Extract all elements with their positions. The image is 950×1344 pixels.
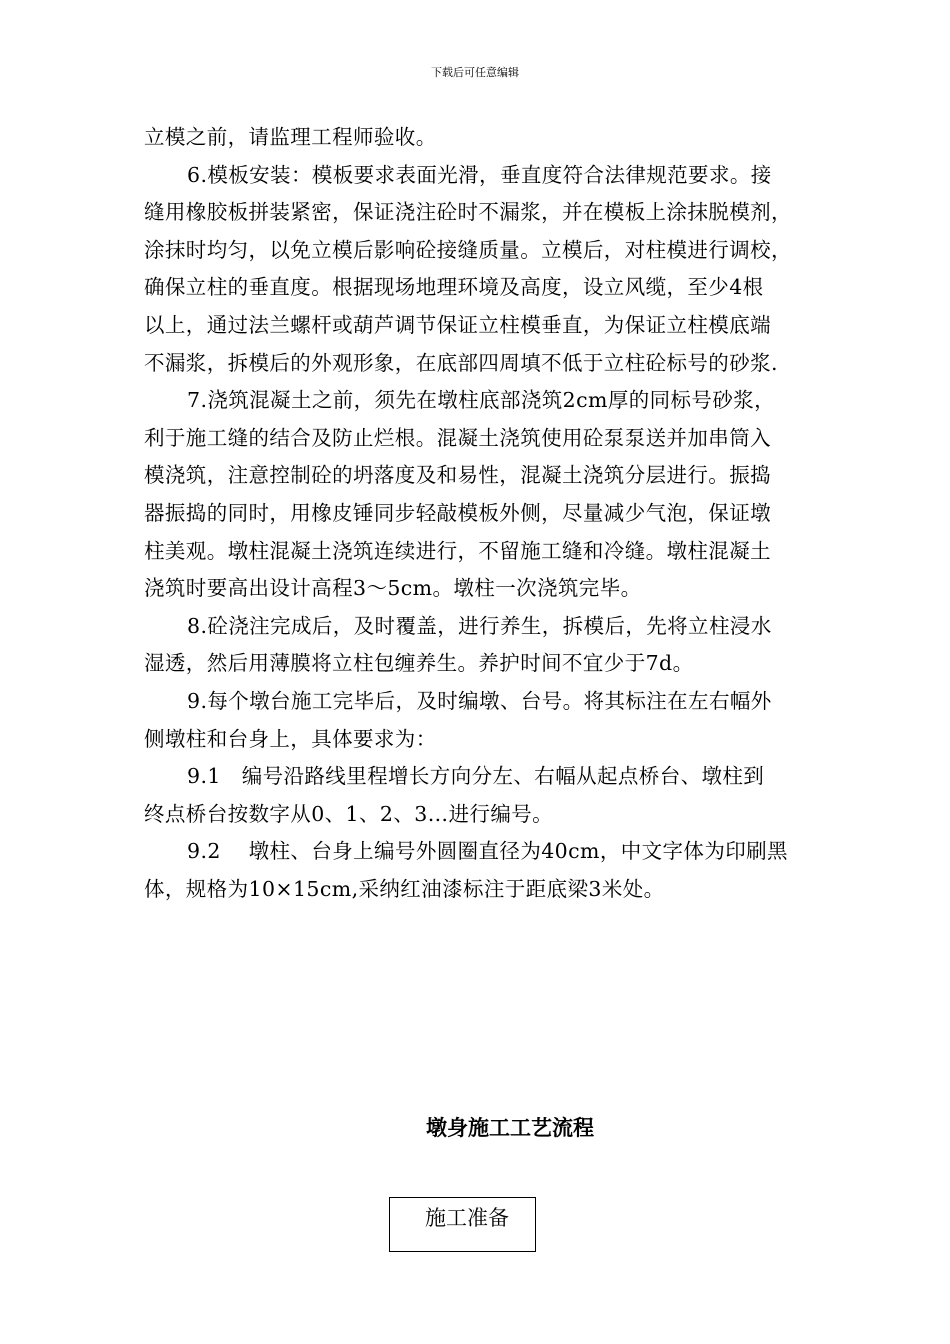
paragraph <box>144 157 828 383</box>
text-line: 湿透，然后用薄膜将立柱包缠养生。养护时间不宜少于7d。 <box>144 651 694 676</box>
text-line: 体，规格为10×15cm,采纳红油漆标注于距底梁3米处。 <box>144 876 665 901</box>
text-line: 不漏浆，拆模后的外观形象，在底部四周填不低于立柱砼标号的砂浆. <box>144 350 778 375</box>
text-line: 柱美观。墩柱混凝土浇筑连续进行，不留施工缝和冷缝。墩柱混凝土 <box>144 538 771 563</box>
paragraph <box>144 683 828 758</box>
text-line: 器振捣的同时，用橡皮锤同步轻敲模板外侧，尽量减少气泡，保证墩 <box>144 500 771 525</box>
text-line: 浇筑时要高出设计高程3～5cm。墩柱一次浇筑完毕。 <box>144 576 642 601</box>
text-line: 模浇筑，注意控制砼的坍落度及和易性，混凝土浇筑分层进行。振捣 <box>144 463 771 488</box>
paragraph <box>144 382 828 608</box>
text-line: 侧墩柱和台身上，具体要求为： <box>144 726 437 751</box>
paragraph <box>144 608 828 683</box>
text-line: 9.每个墩台施工完毕后，及时编墩、台号。将其标注在左右幅外 <box>187 688 772 713</box>
text-line: 利于施工缝的结合及防止烂根。混凝土浇筑使用砼泵泵送并加串筒入 <box>144 425 771 450</box>
flowchart-step-label: 施工准备 <box>425 1206 509 1230</box>
text-line: 立模之前，请监理工程师验收。 <box>144 125 437 149</box>
text-line: 缝用橡胶板拼装紧密，保证浇注砼时不漏浆，并在模板上涂抹脱模剂， <box>144 200 792 225</box>
text-line: 以上，通过法兰螺杆或葫芦调节保证立柱模垂直，为保证立柱模底端 <box>144 312 771 337</box>
text-line: 确保立柱的垂直度。根据现场地理环境及高度，设立风缆，至少4根 <box>144 275 764 300</box>
page-header: 下载后可任意编辑 <box>431 66 519 79</box>
flowchart-title: 墩身施工工艺流程 <box>426 1116 594 1140</box>
document-body <box>144 119 828 908</box>
text-line: 8.砼浇注完成后，及时覆盖，进行养生，拆模后，先将立柱浸水 <box>187 613 772 638</box>
text-line: 终点桥台按数字从0、1、2、3…进行编号。 <box>144 801 554 826</box>
flowchart-step-box <box>389 1197 536 1252</box>
text-line: 涂抹时均匀，以免立模后影响砼接缝质量。立模后，对柱模进行调校， <box>144 237 792 262</box>
text-line: 6.模板安装：模板要求表面光滑，垂直度符合法律规范要求。接 <box>187 162 772 187</box>
paragraph <box>144 758 828 833</box>
text-line: 9.1 编号沿路线里程增长方向分左、右幅从起点桥台、墩柱到 <box>187 764 765 789</box>
text-line: 9.2 墩柱、台身上编号外圆圈直径为40cm，中文字体为印刷黑 <box>187 839 788 864</box>
paragraph <box>144 833 828 908</box>
paragraph <box>144 119 828 157</box>
text-line: 7.浇筑混凝土之前，须先在墩柱底部浇筑2cm厚的同标号砂浆， <box>187 388 776 413</box>
